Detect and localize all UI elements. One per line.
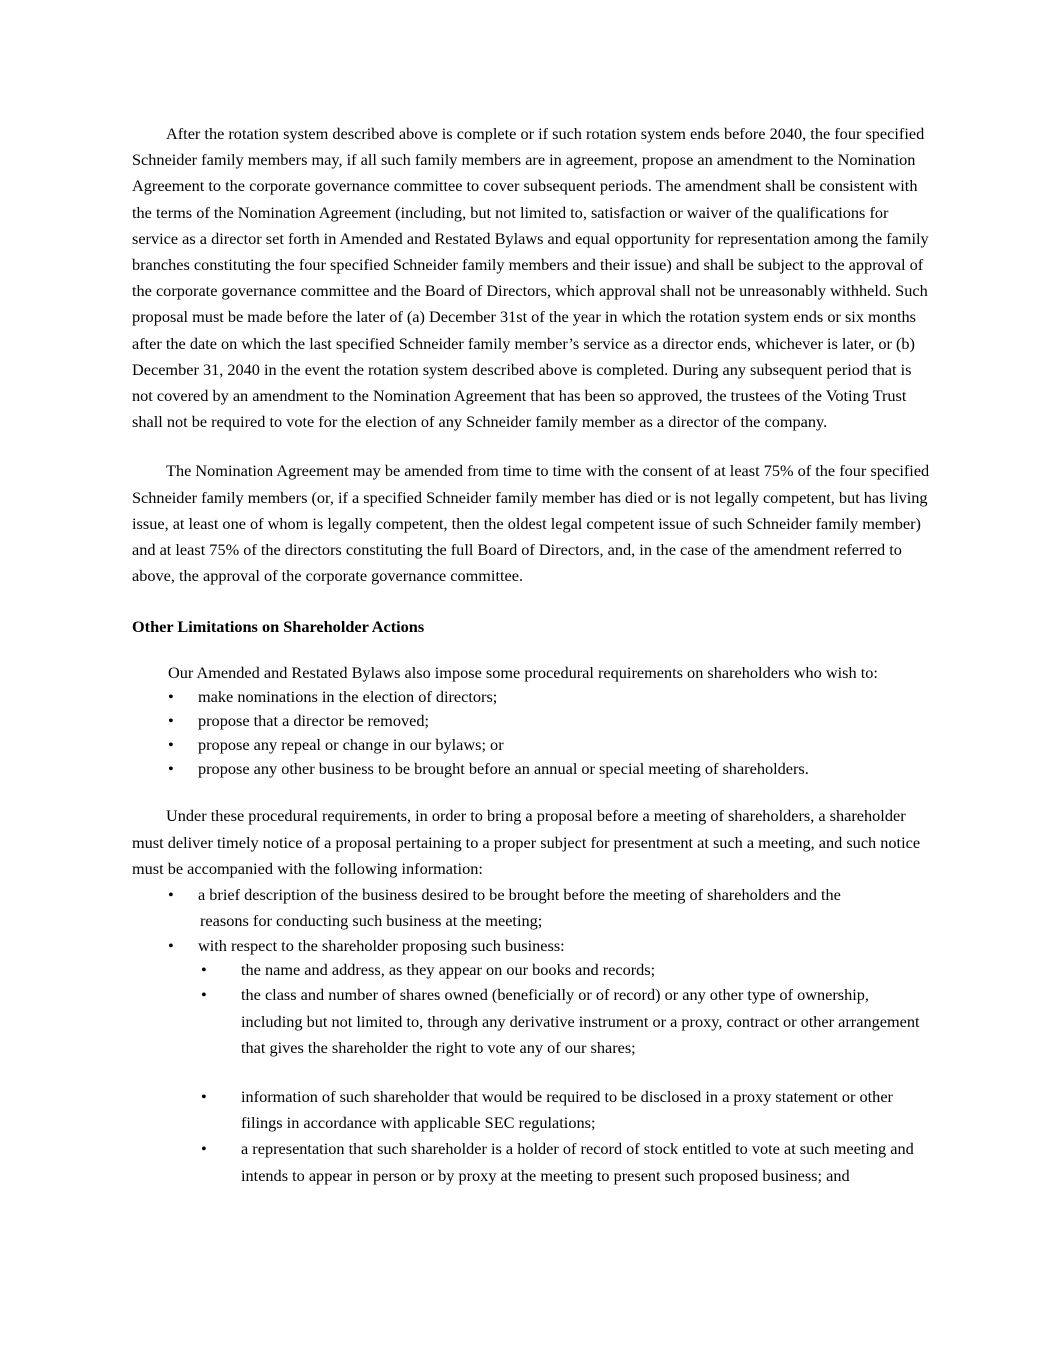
sublist-item-text: a representation that such shareholder is a holder of record of stock entitled to vote at such meeting and intends to appear in person or by proxy at the meeting to present such proposed business; and: [241, 1139, 914, 1185]
list-item: [132, 685, 932, 709]
bullet-icon: •: [201, 985, 207, 1005]
shareholder-actions-list: [132, 685, 932, 781]
document-page: [132, 121, 932, 1189]
notice-information-list: [132, 882, 932, 958]
bullet-icon: •: [168, 885, 174, 905]
list-item-text: a brief description of the business desired to be brought before the meeting of shareholders and the: [198, 885, 841, 905]
list-item-text-continued: reasons for conducting such business at the meeting;: [200, 911, 543, 931]
list-item: [132, 709, 932, 733]
bullet-icon: •: [168, 687, 174, 707]
list-item-text: propose any repeal or change in our bylaws; or: [198, 735, 504, 755]
bullet-icon: •: [201, 1087, 207, 1107]
paragraph-rotation-system: After the rotation system described above is complete or if such rotation system ends before 2040, the four specified Schneider family members may, if all such family members are in agreement, propose an amendment to the Nomination Agreement to the corporate governance committee to cover subsequent periods. The amendment shall be consistent with the terms of the Nomination Agreement (including, but not limited to, satisfaction or waiver of the qualifications for service as a director set forth in Amended and Restated Bylaws and equal opportunity for representation among the family branches constituting the four specified Schneider family members and their issue) and shall be subject to the approval of the corporate governance committee and the Board of Directors, which approval shall not be unreasonably withheld. Such proposal must be made before the later of (a) December 31st of the year in which the rotation system ends or six months after the date on which the last specified Schneider family member’s service as a director ends, whichever is later, or (b) December 31, 2040 in the event the rotation system described above is completed. During any subsequent period that is not covered by an amendment to the Nomination Agreement that has been so approved, the trustees of the Voting Trust shall not be required to vote for the election of any Schneider family member as a director of the company.: [132, 124, 929, 432]
list-item-text: make nominations in the election of directors;: [198, 687, 498, 707]
bullet-icon: •: [168, 759, 174, 779]
sublist-item: [132, 982, 932, 1061]
list-item: [132, 733, 932, 757]
paragraph-nomination-amendment: The Nomination Agreement may be amended from time to time with the consent of at least 75% of the four specified Schneider family members (or, if a specified Schneider family member has died or is not legally competent, but has living issue, at least one of whom is legally competent, then the oldest legal competent issue of such Schneider family member) and at least 75% of the directors constituting the full Board of Directors, and, in the case of the amendment referred to above, the approval of the corporate governance committee.: [132, 461, 930, 586]
sublist-item-text: the name and address, as they appear on our books and records;: [241, 960, 656, 980]
list-item: [132, 934, 932, 958]
list-item: [132, 757, 932, 781]
section-heading: Other Limitations on Shareholder Actions: [132, 617, 425, 637]
sublist-item-text: the class and number of shares owned (beneficially or of record) or any other type of ownership, including but not limited to, through any derivative instrument or a proxy, contract or other arrangement that gives the shareholder the right to vote any of our shares;: [241, 985, 920, 1057]
sublist-item: [132, 1136, 932, 1188]
bullet-icon: •: [168, 735, 174, 755]
list-item: [132, 882, 932, 934]
list-item-text: propose any other business to be brought before an annual or special meeting of shareholders.: [198, 759, 809, 779]
bullet-icon: •: [168, 936, 174, 956]
paragraph-procedural-requirements: Under these procedural requirements, in order to bring a proposal before a meeting of shareholders, a shareholder must deliver timely notice of a proposal pertaining to a proper subject for presentment at such a meeting, and such notice must be accompanied with the following information:: [132, 806, 921, 878]
bullet-icon: •: [168, 711, 174, 731]
list-item-text: with respect to the shareholder proposing such business:: [198, 936, 565, 956]
sublist-item: [132, 958, 932, 982]
shareholder-details-sublist: [132, 958, 932, 1188]
list-item-text: propose that a director be removed;: [198, 711, 430, 731]
sublist-item-text: information of such shareholder that would be required to be disclosed in a proxy statement or other filings in accordance with applicable SEC regulations;: [241, 1087, 893, 1133]
bullet-icon: •: [201, 1139, 207, 1159]
section-intro: Our Amended and Restated Bylaws also impose some procedural requirements on shareholders who wish to:: [168, 663, 878, 683]
bullet-icon: •: [201, 960, 207, 980]
sublist-item: [132, 1084, 932, 1136]
